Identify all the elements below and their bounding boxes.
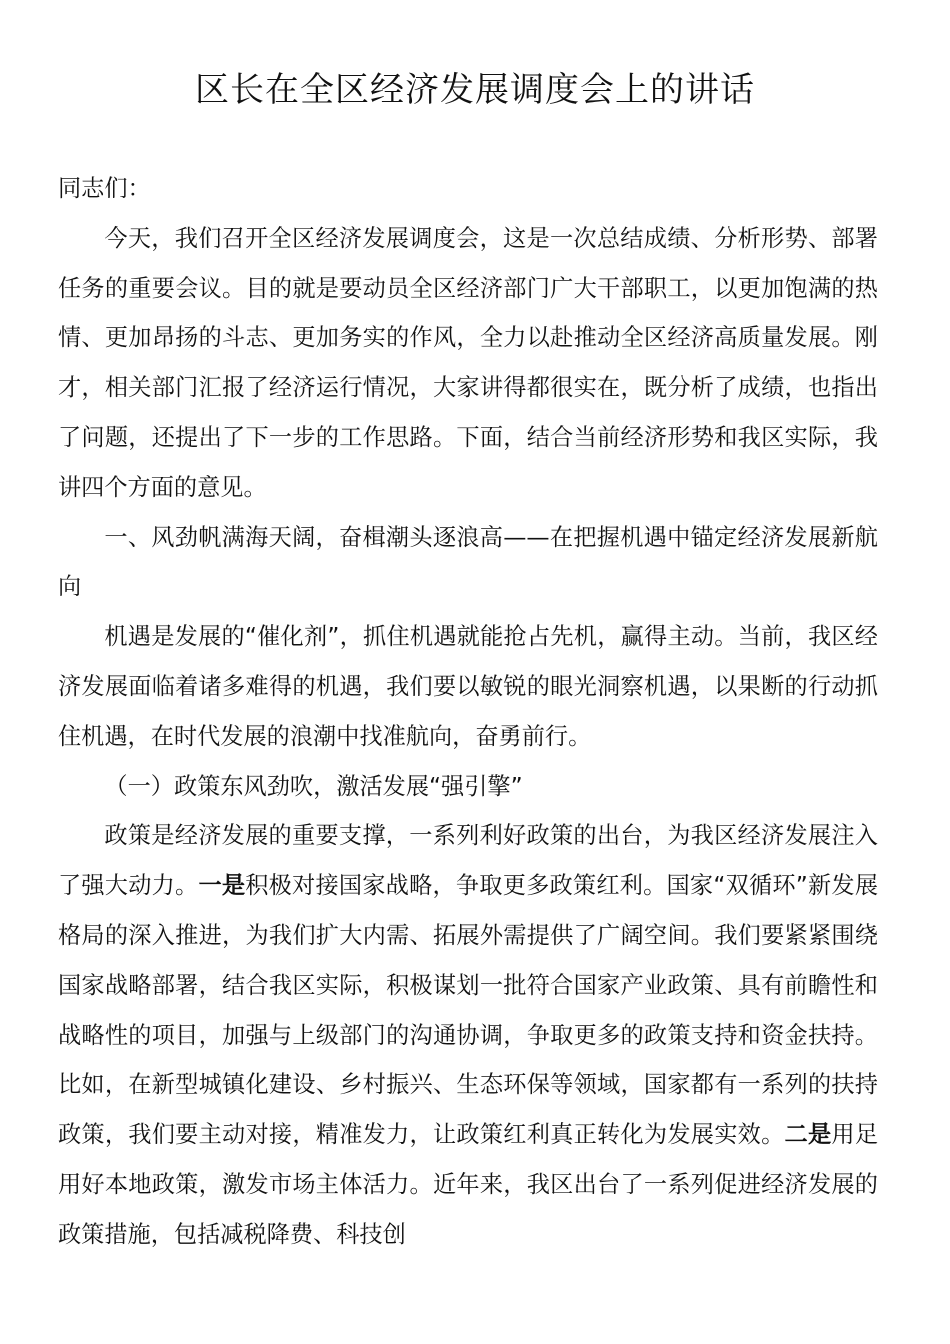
page-title: 区长在全区经济发展调度会上的讲话: [195, 70, 755, 110]
emphasis-second: 二是: [784, 1121, 832, 1149]
paragraph-policy: [58, 811, 878, 1259]
paragraph-opportunity: 机遇是发展的“催化剂”，抓住机遇就能抢占先机，赢得主动。当前，我区经济发展面临着诸多难得的机遇，我们要以敏锐的眼光洞察机遇，以果断的行动抓住机遇，在时代发展的浪潮中找准航向，奋勇前行。: [58, 623, 878, 750]
salutation: 同志们：: [58, 175, 151, 202]
subsection-heading-1: （一）政策东风劲吹，激活发展“强引擎”: [104, 772, 523, 800]
paragraph-policy-text-2: 积极对接国家战略，争取更多政策红利。国家“双循环”新发展格局的深入推进，为我们扩大内需、拓展外需提供了广阔空间。我们要紧紧围绕国家战略部署，结合我区实际，积极谋划一批符合国家产业政策、具有前瞻性和战略性的项目，加强与上级部门的沟通协调，争取更多的政策支持和资金扶持。比如，在新型城镇化建设、乡村振兴、生态环保等领域，国家都有一系列的扶持政策，我们要主动对接，精准发力，让政策红利真正转化为发展实效。: [58, 872, 879, 1149]
paragraph-policy-text-3: 用足用好本地政策，激发市场主体活力。近年来，我区出台了一系列促进经济发展的政策措施，包括减税降费、科技创: [58, 1121, 879, 1248]
section-heading-1: 一、风劲帆满海天阔，奋楫潮头逐浪高——在把握机遇中锚定经济发展新航向: [58, 523, 878, 601]
document-body: [58, 164, 878, 1260]
paragraph-opening: 今天，我们召开全区经济发展调度会，这是一次总结成绩、分析形势、部署任务的重要会议。目的就是要动员全区经济部门广大干部职工，以更加饱满的热情、更加昂扬的斗志、更加务实的作风，全力以赴推动全区经济高质量发展。刚才，相关部门汇报了经济运行情况，大家讲得都很实在，既分析了成绩，也指出了问题，还提出了下一步的工作思路。下面，结合当前经济形势和我区实际，我讲四个方面的意见。: [58, 224, 878, 501]
paragraph-policy-text-1: 政策是经济发展的重要支撑，一系列利好政策的出台，为我区经济发展注入了强大动力。: [58, 822, 878, 900]
emphasis-first: 一是: [198, 872, 246, 900]
